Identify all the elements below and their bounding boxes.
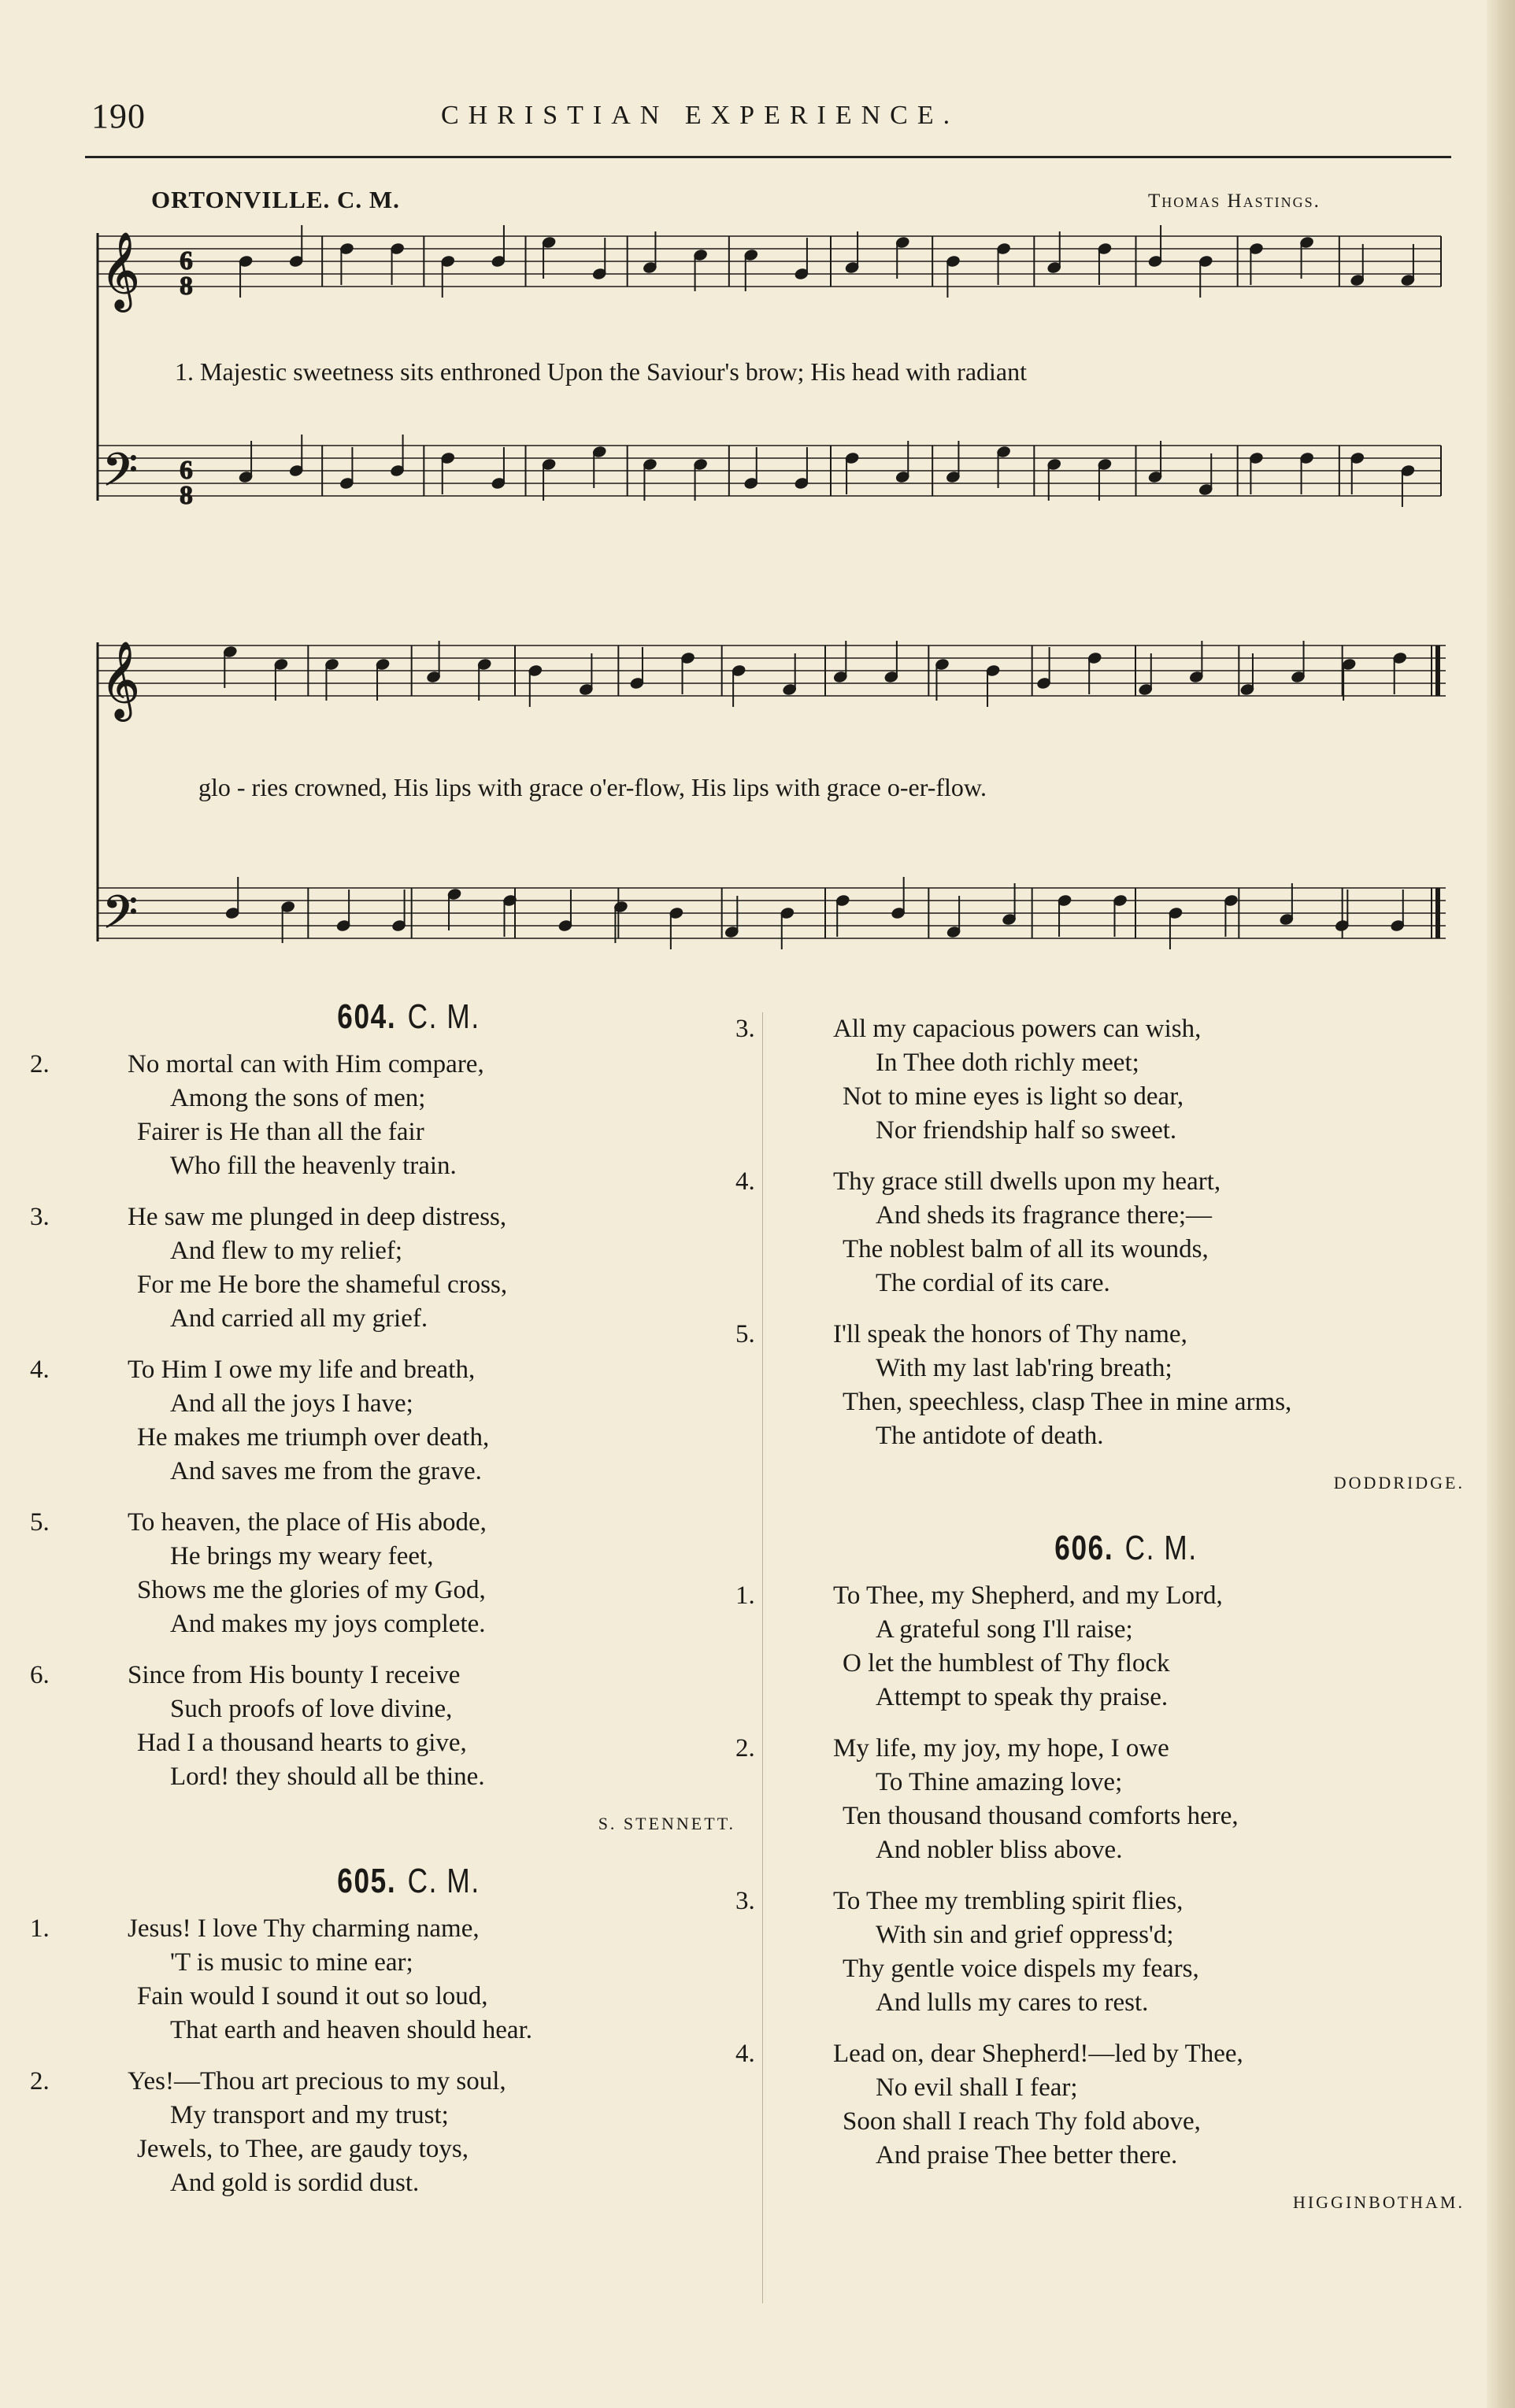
stanza-text: And carried all my grief. [170,1304,428,1333]
stanza [735,1885,1465,2020]
hymn-number-605 [147,1864,670,1898]
stanza [735,1165,1465,1300]
stanza-line [82,1574,735,1607]
stanza-number: 4. [735,2040,755,2068]
stanza-number: 5. [30,1508,50,1537]
stanza-text: With sin and grief oppress'd; [876,1921,1174,1949]
stanza [30,1353,735,1489]
stanza-number: 4. [735,1167,755,1196]
music-score [0,0,1515,976]
stanza-text: And makes my joys complete. [170,1610,486,1638]
stanza-line [787,1267,1465,1300]
stanza-text: Fairer is He than all the fair [137,1118,424,1146]
stanza-line [82,1455,735,1489]
time-signature: 6 [180,456,193,485]
stanza-text: Since from His bounty I receive [128,1661,461,1689]
stanza-text: And all the joys I have; [170,1389,413,1418]
stanza-line [787,2105,1465,2139]
stanza-line [82,1268,735,1302]
stanza-line [82,1946,735,1980]
stanza [30,1200,735,1336]
stanza-text: To Thine amazing love; [876,1768,1123,1796]
stanza [735,1579,1465,1714]
right-column [735,1012,1465,2243]
stanza-text: No mortal can with Him compare, [128,1050,484,1078]
stanza-text: Yes!—Thou art precious to my soul, [128,2067,506,2095]
stanza-line [787,1199,1465,1233]
stanza-line [735,1012,1465,1046]
stanza-text: 'T is music to mine ear; [170,1948,413,1977]
hymn-604-author: S. STENNETT. [598,1814,735,1833]
stanza-line [82,1387,735,1421]
stanza-line [787,1766,1465,1800]
stanza-text: Shows me the glories of my God, [137,1576,486,1604]
stanza-line [735,1579,1465,1613]
stanza-line [787,1385,1465,1419]
page-number: 190 [91,97,146,135]
stanza-line [787,1419,1465,1453]
stanza-text: Fain would I sound it out so loud, [137,1982,488,2010]
stanza-line [787,2139,1465,2173]
stanza-line [82,1149,735,1183]
stanza-number: 5. [735,1320,755,1348]
stanza [30,1912,735,2047]
bass-clef: 𝄢 [102,886,139,950]
stanza-line [82,1082,735,1115]
stanza-text: The noblest balm of all its wounds, [843,1235,1209,1263]
stanza-text: Then, speechless, clasp Thee in mine arms, [843,1388,1292,1416]
bass-clef: 𝄢 [102,443,139,508]
stanza-line [735,2037,1465,2071]
left-column [30,997,735,2218]
stanza-line [787,1918,1465,1952]
hymn-605-stanzas-left [30,1912,735,2200]
stanza-text: No evil shall I fear; [876,2073,1078,2102]
column-divider [762,1012,763,2303]
stanza-text: My life, my joy, my hope, I owe [833,1734,1169,1763]
stanza-line [82,1421,735,1455]
stanza [30,1659,735,1794]
stanza-number: 3. [735,1887,755,1915]
stanza-line [30,1659,735,1692]
stanza-text: Nor friendship half so sweet. [876,1116,1177,1145]
stanza-line [82,1540,735,1574]
hymn-606-author: HIGGINBOTHAM. [1292,2192,1465,2212]
stanza-line [30,1353,735,1387]
hymn-604-meter: C. M. [407,997,480,1036]
hymn-number-604 [147,997,670,1036]
stanza-line [787,1046,1465,1080]
stanza-number: 2. [30,2067,50,2095]
stanza-line [787,1352,1465,1385]
treble-clef: 𝄞 [101,231,140,309]
stanza [735,1732,1465,1867]
stanza-number: 3. [30,1203,50,1231]
stanza-text: To Thee, my Shepherd, and my Lord, [833,1581,1223,1610]
hymn-606-meter: C. M. [1124,1529,1198,1567]
stanza [735,2037,1465,2173]
hymn-606-stanzas [735,1579,1465,2173]
lyric-line-1: 1. Majestic sweetness sits enthroned Upon the Saviour's brow; His head with radiant [175,357,1028,386]
stanza-text: O let the humblest of Thy flock [843,1649,1170,1677]
time-signature: 6 [180,246,193,276]
stanza-text: All my capacious powers can wish, [833,1015,1202,1043]
stanza [30,2065,735,2200]
stanza-text: The antidote of death. [876,1422,1104,1450]
stanza-line [82,1234,735,1268]
stanza-line [787,1613,1465,1647]
stanza-text: To Thee my trembling spirit flies, [833,1887,1183,1915]
stanza-line [82,2132,735,2166]
stanza [735,1012,1465,1148]
stanza-line [30,1200,735,1234]
stanza [30,1048,735,1183]
stanza-number: 2. [735,1734,755,1763]
stanza [30,1506,735,1641]
lyric-line-2: glo - ries crowned, His lips with grace o'er-flow, His lips with grace o-er-flow. [198,773,987,801]
time-signature: 8 [180,481,193,510]
stanza-line [82,2166,735,2200]
stanza-text: And lulls my cares to rest. [876,1988,1149,2017]
stanza-line [787,1952,1465,1986]
stanza-number: 2. [30,1050,50,1078]
running-head: CHRISTIAN EXPERIENCE. [441,101,960,130]
stanza-line [82,2099,735,2132]
stanza [735,1318,1465,1453]
stanza-text: A grateful song I'll raise; [876,1615,1133,1644]
stanza-text: He makes me triumph over death, [137,1423,490,1452]
stanza-line [787,1986,1465,2020]
stanza-line [735,1318,1465,1352]
stanza-line [787,1833,1465,1867]
tune-composer: Thomas Hastings. [1148,190,1321,212]
stanza-line [787,1114,1465,1148]
stanza-text: My transport and my trust; [170,2101,449,2129]
stanza-text: With my last lab'ring breath; [876,1354,1172,1382]
hymn-604-stanzas [30,1048,735,1794]
stanza-text: And praise Thee better there. [876,2141,1178,2169]
stanza-line [787,1647,1465,1681]
stanza-line [787,1800,1465,1833]
stanza-text: Attempt to speak thy praise. [876,1683,1169,1711]
stanza-text: Who fill the heavenly train. [170,1152,457,1180]
stanza-line [82,1726,735,1760]
stanza-text: Such proofs of love divine, [170,1695,453,1723]
stanza-text: That earth and heaven should hear. [170,2016,532,2044]
stanza-line [82,2014,735,2047]
stanza-line [735,1165,1465,1199]
hymn-605-author: DODDRIDGE. [1333,1473,1465,1493]
hymn-605-meter: C. M. [407,1862,480,1900]
hymn-number-606 [855,1531,1397,1565]
stanza-text: Not to mine eyes is light so dear, [843,1082,1184,1111]
stanza-line [787,1080,1465,1114]
stanza-number: 1. [735,1581,755,1610]
stanza-line [82,1692,735,1726]
hymn-604-number: 604. [337,997,397,1036]
stanza-line [82,1302,735,1336]
stanza-text: And sheds its fragrance there;— [876,1201,1213,1230]
stanza-line [787,1681,1465,1714]
stanza-text: The cordial of its care. [876,1269,1110,1297]
stanza-line [82,1980,735,2014]
stanza-text: In Thee doth richly meet; [876,1049,1139,1077]
stanza-text: Ten thousand thousand comforts here, [843,1802,1239,1830]
stanza-text: Among the sons of men; [170,1084,426,1112]
stanza-text: And saves me from the grave. [170,1457,482,1485]
stanza-text: He brings my weary feet, [170,1542,434,1570]
stanza-text: For me He bore the shameful cross, [137,1271,508,1299]
stanza-line [82,1115,735,1149]
stanza-number: 6. [30,1661,50,1689]
stanza-text: And gold is sordid dust. [170,2169,420,2197]
stanza-line [30,1912,735,1946]
stanza-line [30,2065,735,2099]
stanza-line [735,1885,1465,1918]
stanza-text: Had I a thousand hearts to give, [137,1729,467,1757]
stanza-text: Soon shall I reach Thy fold above, [843,2107,1201,2136]
stanza-text: To heaven, the place of His abode, [128,1508,487,1537]
stanza-text: Lead on, dear Shepherd!—led by Thee, [833,2040,1243,2068]
stanza-text: He saw me plunged in deep distress, [128,1203,507,1231]
stanza-line [82,1760,735,1794]
stanza-text: And nobler bliss above. [876,1836,1123,1864]
stanza-text: I'll speak the honors of Thy name, [833,1320,1187,1348]
stanza-number: 1. [30,1914,50,1943]
stanza-text: Jewels, to Thee, are gaudy toys, [137,2135,469,2163]
stanza-line [30,1506,735,1540]
stanza-line [735,1732,1465,1766]
stanza-line [787,2071,1465,2105]
hymn-605-number: 605. [337,1862,397,1900]
stanza-text: Thy gentle voice dispels my fears, [843,1955,1199,1983]
stanza-number: 4. [30,1356,50,1384]
stanza-line [82,1607,735,1641]
stanza-line [30,1048,735,1082]
stanza-number: 3. [735,1015,755,1043]
time-signature: 8 [180,272,193,301]
stanza-text: To Him I owe my life and breath, [128,1356,476,1384]
hymn-606-number: 606. [1054,1529,1114,1567]
stanza-text: Jesus! I love Thy charming name, [128,1914,480,1943]
tune-name: ORTONVILLE. C. M. [151,186,400,213]
hymn-605-stanzas-right [735,1012,1465,1453]
stanza-text: Lord! they should all be thine. [170,1763,485,1791]
treble-clef: 𝄞 [101,641,140,718]
stanza-line [787,1233,1465,1267]
stanza-text: And flew to my relief; [170,1237,403,1265]
stanza-text: Thy grace still dwells upon my heart, [833,1167,1221,1196]
